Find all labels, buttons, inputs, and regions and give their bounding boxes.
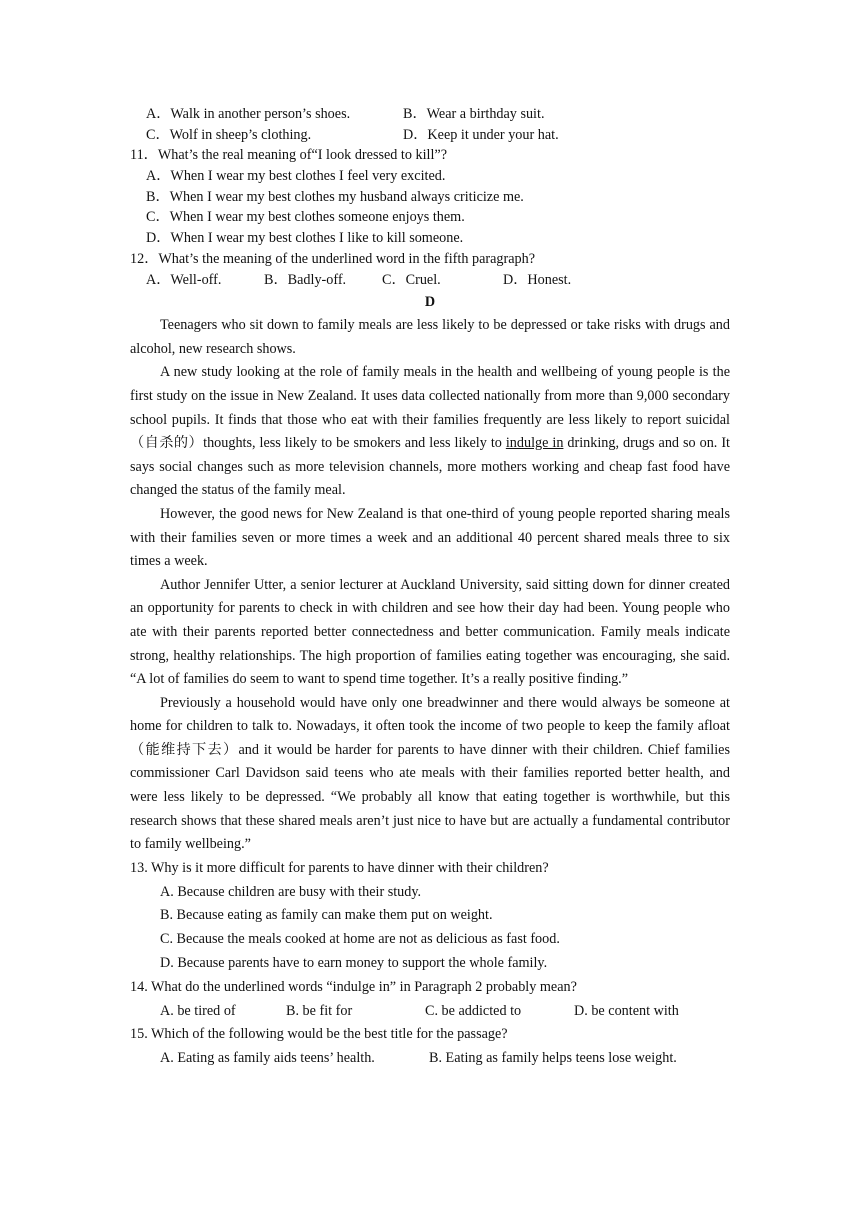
q10-option-d[interactable]: D．Keep it under your hat.	[403, 126, 559, 143]
q12-option-d[interactable]: D．Honest.	[503, 271, 572, 288]
underlined-phrase-indulge-in: indulge in	[505, 435, 564, 452]
q10-options-row-2	[130, 125, 730, 146]
passage-paragraph-5: Previously a household would have only one breadwinner and there would always be someone at home for children to talk to. Nowadays, it often took the income of two people to keep the family afloat（能维持下去）and it would be harder for parents to have dinner with their children. Chief families commissioner Carl Davidson said teens who ate meals with their families reported better health, and were less likely to be depressed. “We probably all know that eating together is worthwhile, but this research shows that these shared meals aren’t just nice to have but are actually a fundamental contributor to family wellbeing.”	[130, 694, 730, 853]
q14-option-c[interactable]: C. be addicted to	[425, 1002, 522, 1019]
section-d-title: D	[424, 294, 436, 311]
q14-option-b[interactable]: B. be fit for	[286, 1002, 353, 1019]
q13-option-d[interactable]: D. Because parents have to earn money to support the whole family.	[160, 955, 548, 972]
q10-option-a[interactable]: A．Walk in another person’s shoes.	[146, 106, 351, 122]
q11-option-b[interactable]: B．When I wear my best clothes my husband always criticize me.	[146, 188, 524, 205]
q11-option-c[interactable]: C．When I wear my best clothes someone enjoys them.	[146, 209, 465, 226]
q14-option-a[interactable]: A. be tired of	[160, 1002, 236, 1019]
exam-page	[130, 104, 730, 1071]
paragraph-2-text-start: A new study looking at the role of family meals in the health and wellbeing of young people is the first study on the issue in New Zealand. It uses data collected nationally from more than 9,000 secondary school pupils. It finds that those who eat with their families frequently are less likely to report suicidal（自杀的）thoughts, less likely to be smokers and less likely to	[130, 364, 730, 452]
q10-option-c[interactable]: C．Wolf in sheep’s clothing.	[146, 126, 312, 143]
q12-options-row	[130, 270, 730, 291]
q14-options-row	[130, 1000, 730, 1024]
q11-stem: 11．What’s the real meaning of“I look dressed to kill”?	[130, 147, 448, 164]
passage-paragraph-2	[130, 361, 730, 503]
q13-stem: 13. Why is it more difficult for parents to have dinner with their children?	[130, 859, 549, 876]
q14-option-d[interactable]: D. be content with	[574, 1002, 679, 1019]
q13-option-c[interactable]: C. Because the meals cooked at home are not as delicious as fast food.	[160, 931, 560, 948]
q15-stem: 15. Which of the following would be the best title for the passage?	[130, 1026, 508, 1043]
passage-paragraph-1: Teenagers who sit down to family meals are less likely to be depressed or take risks with drugs and alcohol, new research shows.	[130, 317, 730, 357]
q14-stem: 14. What do the underlined words “indulge in” in Paragraph 2 probably mean?	[130, 978, 577, 995]
q11-option-a[interactable]: A．When I wear my best clothes I feel very excited.	[146, 168, 446, 185]
q15-option-b[interactable]: B. Eating as family helps teens lose weight.	[429, 1050, 677, 1067]
q13-option-b[interactable]: B. Because eating as family can make them put on weight.	[160, 907, 493, 924]
q12-stem: 12．What’s the meaning of the underlined word in the fifth paragraph?	[130, 250, 536, 267]
q13-option-a[interactable]: A. Because children are busy with their study.	[160, 883, 422, 900]
q12-option-b[interactable]: B．Badly-off.	[264, 271, 347, 288]
q12-option-c[interactable]: C．Cruel.	[382, 271, 441, 288]
passage-paragraph-3: However, the good news for New Zealand is that one-third of young people reported sharing meals with their families seven or more times a week and an additional 40 percent shared meals three to six times a week.	[130, 505, 730, 570]
q12-option-a[interactable]: A．Well-off.	[146, 271, 222, 288]
paragraph-2-text-end: drinking, drugs and so on. It says social changes such as more television channels, more mothers working and cheap fast food have changed the status of the family meal.	[130, 435, 730, 499]
q11-option-d[interactable]: D．When I wear my best clothes I like to kill someone.	[146, 230, 464, 247]
q10-option-b[interactable]: B．Wear a birthday suit.	[403, 106, 545, 122]
passage-paragraph-4: Author Jennifer Utter, a senior lecturer at Auckland University, said sitting down for dinner created an opportunity for parents to check in with children and see how their day had been. Young people who ate with their parents reported better connectedness and better communication. Family meals indicate strong, healthy relationships. The high proportion of families eating together was encouraging, she said. “A lot of families do seem to want to spend time together. It’s a really positive finding.”	[130, 576, 730, 688]
q10-options-row-1	[130, 104, 730, 125]
q15-option-a[interactable]: A. Eating as family aids teens’ health.	[160, 1050, 375, 1067]
q15-options-row	[130, 1047, 730, 1071]
